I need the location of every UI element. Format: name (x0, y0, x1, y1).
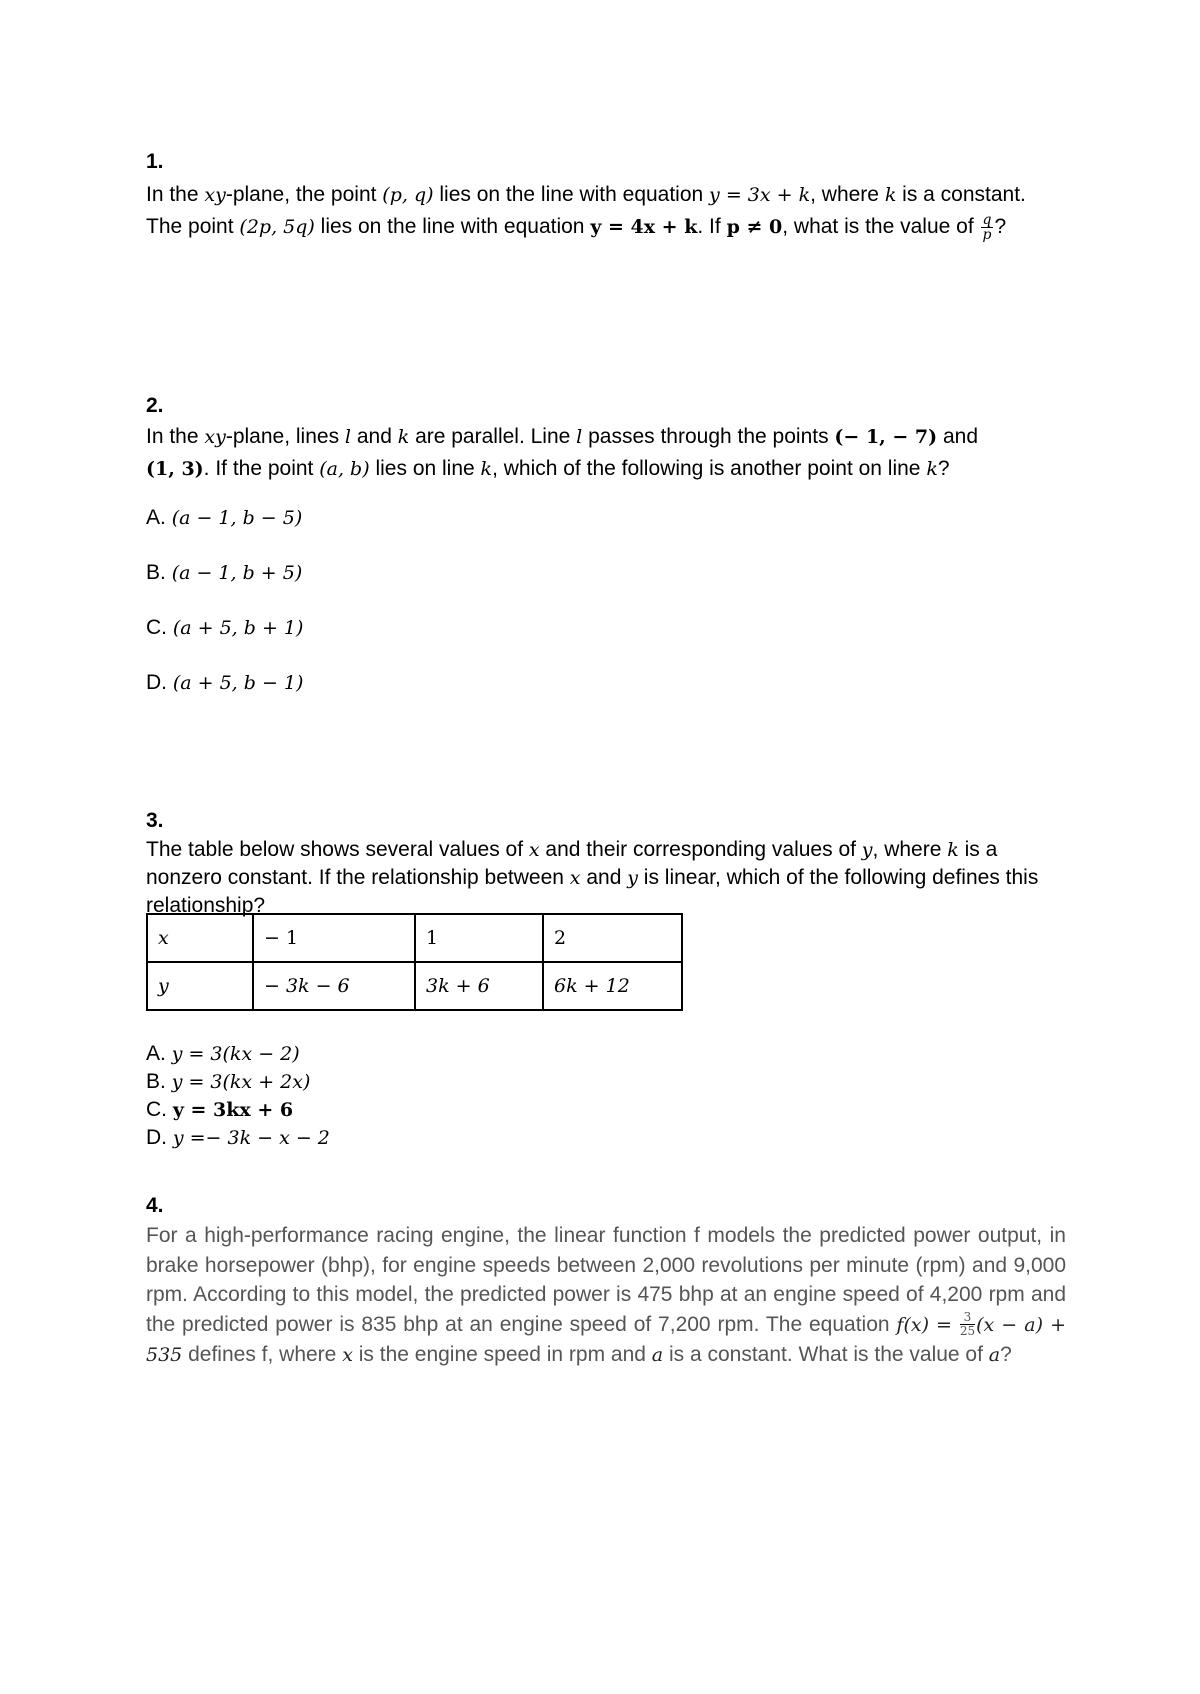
math-expression: x (528, 839, 540, 861)
math-expression: (− 1, − 7) (834, 426, 938, 448)
math-expression: f(x) = (896, 1313, 952, 1336)
math-expression: xy (204, 184, 226, 206)
table-cell: x (147, 914, 253, 962)
question-number: 4. (146, 1194, 164, 1217)
math-expression: (2p, 5q) (239, 216, 315, 238)
math-expression: x (342, 1344, 353, 1366)
table-cell: − 1 (253, 914, 415, 962)
math-expression: y (627, 867, 638, 889)
answer-choice-a[interactable]: A. (a − 1, b − 5) (146, 506, 303, 529)
table-cell: 6k + 12 (543, 962, 682, 1010)
question-number: 3. (146, 809, 164, 832)
answer-choices (146, 1040, 330, 1152)
answer-choices (146, 505, 1066, 725)
answer-choice-c[interactable]: C. (a + 5, b + 1) (146, 616, 304, 639)
question-1 (146, 146, 1066, 243)
values-table (146, 913, 683, 1011)
math-expression: y = 3x + k (709, 184, 811, 206)
math-expression: xy (204, 426, 226, 448)
math-expression: (a, b) (319, 458, 370, 480)
table-row (147, 914, 682, 962)
answer-choice-d[interactable]: D. y =− 3k − x − 2 (146, 1126, 330, 1149)
fraction (960, 1311, 975, 1338)
table-cell: − 3k − 6 (253, 962, 415, 1010)
question-4 (146, 1193, 1066, 1371)
table-cell: 2 (543, 914, 682, 962)
math-expression: (1, 3) (146, 458, 204, 480)
math-expression: k (926, 458, 938, 480)
answer-choice-c[interactable]: C. y = 3kx + 6 (146, 1098, 294, 1121)
math-expression: (p, q) (382, 184, 434, 206)
fraction-numerator: 3 (960, 1311, 975, 1325)
math-expression: y (861, 839, 873, 861)
fraction-denominator: p (982, 226, 992, 243)
table-cell: 3k + 6 (415, 962, 543, 1010)
question-3 (146, 808, 1066, 919)
math-expression: y = 4x + k (590, 216, 698, 238)
question-2 (146, 393, 1066, 725)
math-expression: k (397, 426, 410, 448)
table-cell: y (147, 962, 253, 1010)
math-expression: (x − a) + 535 (146, 1313, 1066, 1366)
fraction-numerator: q (982, 211, 992, 228)
question-text-continued: (1, 3). If the point (a, b) lies on line k, which of the following is another point on line k? (146, 457, 950, 480)
question-number: 2. (146, 394, 164, 417)
table-row (147, 962, 682, 1010)
answer-choice-a[interactable]: A. y = 3(kx − 2) (146, 1042, 300, 1065)
math-expression: k (480, 458, 493, 480)
fraction-denominator: 25 (959, 1324, 976, 1339)
answer-choice-b[interactable]: B. (a − 1, b + 5) (146, 561, 303, 584)
question-number: 1. (146, 150, 164, 173)
math-expression: l (344, 426, 351, 448)
math-expression: a (651, 1344, 664, 1366)
answer-choice-d[interactable]: D. (a + 5, b − 1) (146, 671, 304, 694)
question-text: The table below shows several values of x and their corresponding values of y, where k is a nonzero constant. If the relationship between x and y is linear, which of the following defines this relationship? (146, 838, 1039, 917)
math-expression: p ≠ 0 (726, 216, 783, 238)
table-cell: 1 (415, 914, 543, 962)
answer-choice-b[interactable]: B. y = 3(kx + 2x) (146, 1070, 311, 1093)
math-expression: k (947, 839, 959, 861)
question-text: In the xy-plane, the point (p, q) lies on the line with equation y = 3x + k, where k is a constant. The point (2p, 5q) lies on the line with equation y = 4x + k. If p ≠ 0, what is the value of $\frac{q}{p}$ ? (146, 183, 1026, 243)
math-expression: x (569, 867, 581, 889)
question-text: In the xy-plane, lines l and k are parallel. Line l passes through the points (− 1, − 7) and (146, 425, 979, 448)
math-expression: a (988, 1344, 1001, 1366)
question-text: For a high-performance racing engine, the linear function f models the predicted power output, in brake horsepower (bhp), for engine speeds between 2,000 revolutions per minute (rpm) and 9,000 rpm. According to this model, the predicted power is 475 bhp at an engine speed of 4,200 rpm and the predicted power is 835 bhp at an engine speed of 7,200 rpm. The equation f(x) = $\frac{3}{25}$ (x − a) + 535 defines f, where x is the engine speed in rpm and a is a constant. What is the value of a? (146, 1224, 1066, 1366)
math-expression: k (884, 184, 897, 206)
math-expression: l (576, 426, 583, 448)
fraction (981, 213, 994, 242)
